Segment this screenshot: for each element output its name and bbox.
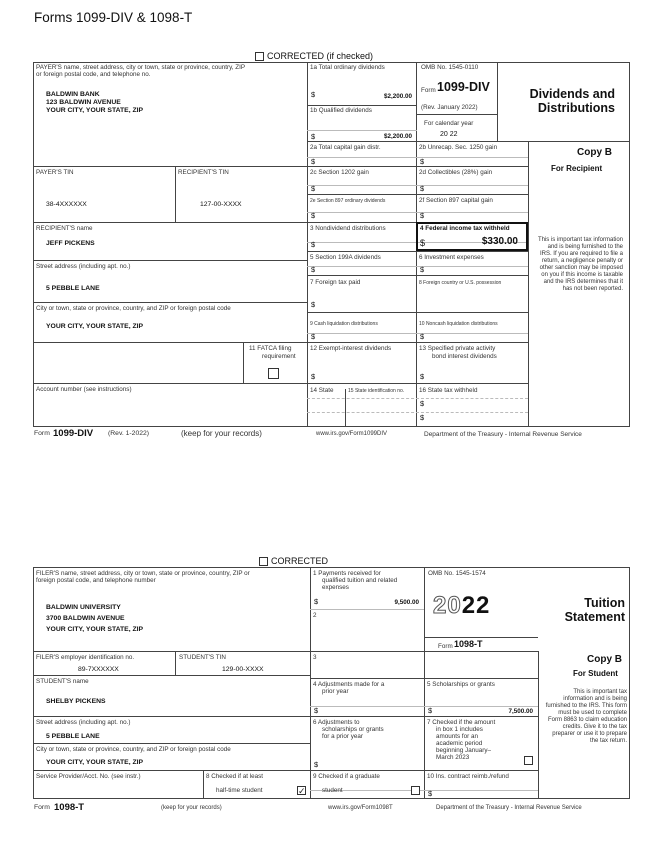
- t-form-name: 1098-T: [454, 639, 483, 649]
- box-2c-dollar: $: [311, 184, 316, 193]
- service-provider-label: Service Provider/Acct. No. (see instr.): [36, 773, 141, 780]
- filer-street: 3700 BALDWIN AVENUE: [46, 615, 125, 622]
- t-city-value: YOUR CITY, YOUR STATE, ZIP: [46, 759, 144, 766]
- box-4-value: $330.00: [481, 236, 518, 247]
- payer-label-2: or foreign postal code, and telephone no.: [36, 71, 151, 78]
- calendar-year-label: For calendar year: [424, 120, 474, 127]
- filer-fein: 89-7XXXXXX: [78, 666, 119, 673]
- t-form-prefix: Form: [438, 643, 453, 650]
- t-box-5-value: 7,500.00: [508, 708, 533, 715]
- t-box-2-label: 2: [313, 612, 317, 619]
- t-box-8-label: 8 Checked if at least: [206, 773, 264, 780]
- t-box-1-label-3: expenses: [322, 584, 349, 591]
- footer-form-name: 1099-DIV: [53, 428, 94, 439]
- recipient-name-label: RECIPIENT'S name: [36, 225, 93, 232]
- form-name: 1099-DIV: [437, 80, 490, 94]
- t-city-label: City or town, state or province, country, and ZIP or foreign postal code: [36, 746, 231, 753]
- t-footer-department: Department of the Treasury - Internal Revenue Service: [436, 805, 582, 811]
- box-2e-dollar: $: [311, 211, 316, 220]
- account-label: Account number (see instructions): [36, 386, 132, 393]
- filer-label: FILER'S name, street address, city or town, state or province, country, ZIP or: [36, 570, 250, 577]
- footer-department: Department of the Treasury - Internal Revenue Service: [424, 431, 582, 438]
- box-1a-dollar: $: [311, 90, 316, 99]
- box-9-label: 9 Cash liquidation distributions: [310, 321, 378, 327]
- form-title-line-1: Dividends and: [529, 87, 615, 101]
- t-box-4-label-2: prior year: [322, 688, 349, 695]
- student-name: SHELBY PICKENS: [46, 698, 106, 705]
- footer-revision: (Rev. 1-2022): [108, 430, 150, 437]
- payer-street: 123 BALDWIN AVENUE: [46, 99, 121, 106]
- box-2d-label: 2d Collectibles (28%) gain: [419, 169, 493, 176]
- street-label: Street address (including apt. no.): [36, 263, 131, 270]
- student-name-label: STUDENT'S name: [36, 678, 89, 685]
- box-5-dollar: $: [311, 265, 316, 274]
- box-1a-value: $2,200.00: [383, 93, 412, 100]
- payer-tin: 38-4XXXXXX: [46, 201, 87, 208]
- box-4-dollar: $: [420, 238, 426, 248]
- t-title-line-1: Tuition: [584, 596, 625, 610]
- t-box-5-label: 5 Scholarships or grants: [427, 681, 495, 688]
- box-2f-label: 2f Section 897 capital gain: [419, 197, 493, 204]
- box-4-label: 4 Federal income tax withheld: [420, 225, 510, 232]
- t-corrected-label: CORRECTED: [271, 556, 329, 566]
- t-footer-form-prefix: Form: [34, 804, 50, 811]
- t-box-1-value: 9,500.00: [394, 599, 419, 606]
- payer-label: PAYER'S name, street address, city or town, state or province, country, ZIP: [36, 64, 246, 71]
- copy-b-label: Copy B: [577, 147, 612, 158]
- student-tin-label: STUDENT'S TIN: [179, 654, 226, 661]
- box-6-label: 6 Investment expenses: [419, 254, 484, 261]
- footer-form-prefix: Form: [34, 430, 50, 437]
- corrected-label: CORRECTED (if checked): [267, 51, 374, 61]
- t-box-7-label-6: March 2023: [436, 754, 470, 761]
- filer-city: YOUR CITY, YOUR STATE, ZIP: [46, 626, 144, 633]
- box-7-dollar: $: [311, 300, 316, 309]
- footer-keep: (keep for your records): [181, 429, 262, 438]
- t-box-5-dollar: $: [428, 706, 433, 715]
- half-time-check-icon: ✓: [298, 786, 306, 796]
- t-box-1-label-2: qualified tuition and related: [322, 577, 398, 584]
- filer-label-2: foreign postal code, and telephone number: [36, 577, 156, 584]
- box-2a-label: 2a Total capital gain distr.: [310, 144, 381, 151]
- t-box-9-label: 9 Checked if a graduate: [313, 773, 380, 780]
- t-corrected-checkbox[interactable]: [259, 557, 268, 566]
- box-16-label: 16 State tax withheld: [419, 387, 478, 394]
- t-box-6-dollar: $: [314, 760, 319, 769]
- t-box-8-label-2: half-time student: [216, 787, 263, 794]
- box-10-label: 10 Noncash liquidation distributions: [419, 321, 498, 327]
- fein-label: FILER'S employer identification no.: [36, 654, 135, 661]
- box-1b-value: $2,200.00: [383, 133, 412, 140]
- t-box-10-label: 10 Ins. contract reimb./refund: [427, 773, 509, 780]
- recipient-tin-label: RECIPIENT'S TIN: [178, 169, 229, 176]
- box-11-label-2: requirement: [262, 353, 296, 360]
- t-box-9-label-2: student: [322, 787, 343, 794]
- box-2c-label: 2c Section 1202 gain: [310, 169, 369, 176]
- t-box-6-label: 6 Adjustments to: [313, 719, 360, 726]
- t-title-line-2: Statement: [564, 610, 625, 624]
- box-1b-label: 1b Qualified dividends: [310, 107, 372, 114]
- box-2d-dollar: $: [420, 184, 425, 193]
- box-2b-dollar: $: [420, 157, 425, 166]
- page-title: Forms 1099-DIV & 1098-T: [34, 10, 193, 25]
- form-prefix: Form: [421, 87, 436, 94]
- box-3-label: 3 Nondividend distributions: [310, 225, 386, 232]
- box-2f-dollar: $: [420, 211, 425, 220]
- t-box-6-label-3: for a prior year: [322, 733, 363, 740]
- box-7-checkbox[interactable]: [524, 756, 533, 765]
- box-2a-dollar: $: [311, 157, 316, 166]
- box-5-label: 5 Section 199A dividends: [310, 254, 381, 261]
- t-box-1-dollar: $: [314, 597, 319, 606]
- t-street-label: Street address (including apt. no.): [36, 719, 131, 726]
- box-7-label: 7 Foreign tax paid: [310, 279, 361, 286]
- box-13-label-2: bond interest dividends: [432, 353, 497, 360]
- t-box-4-dollar: $: [314, 706, 319, 715]
- box-13-dollar: $: [420, 372, 425, 381]
- graduate-checkbox[interactable]: [411, 786, 420, 795]
- t-box-3-label: 3: [313, 654, 317, 661]
- corrected-checkbox[interactable]: [255, 52, 264, 61]
- t-year: [433, 593, 490, 619]
- footer-url: www.irs.gov/Form1099DIV: [316, 431, 388, 437]
- box-16-dollar-1: $: [420, 399, 425, 408]
- fatca-checkbox[interactable]: [268, 368, 279, 379]
- t-copy-b-label: Copy B: [587, 654, 622, 665]
- box-15-label: 15 State identification no.: [348, 388, 405, 394]
- t-box-1-label: 1 Payments received for: [313, 570, 381, 577]
- recipient-name: JEFF PICKENS: [46, 240, 95, 247]
- form-revision: (Rev. January 2022): [421, 104, 478, 111]
- box-3-dollar: $: [311, 240, 316, 249]
- t-footer-form-name: 1098-T: [54, 802, 85, 813]
- t-omb-number: OMB No. 1545-1574: [428, 570, 486, 577]
- calendar-year: 20 22: [440, 131, 458, 138]
- t-box-7-label-5: beginning January–: [436, 747, 491, 754]
- box-13-label: 13 Specified private activity: [419, 345, 496, 352]
- box-12-label: 12 Exempt-interest dividends: [310, 345, 392, 352]
- for-recipient-label: For Recipient: [551, 164, 603, 173]
- t-box-7-label-3: amounts for an: [436, 733, 479, 740]
- recipient-notice: This is important tax information and is being furnished to the IRS. If you are required to file a return, a negligence penalty or other sanction may be imposed on you if this income is taxable and the IRS determines that it has not been reported.: [537, 237, 623, 292]
- student-notice: This is important tax information and is being furnished to the IRS. This form must be used to complete Form 8863 to claim education credits. Give it to the tax preparer or use it to prepare the tax return.: [545, 689, 627, 744]
- street-value: 5 PEBBLE LANE: [46, 285, 100, 292]
- t-box-7-label-4: academic period: [436, 740, 483, 747]
- box-10-dollar: $: [420, 332, 425, 341]
- t-street-value: 5 PEBBLE LANE: [46, 733, 100, 740]
- box-2e-label: 2e Section 897 ordinary dividends: [310, 198, 386, 204]
- city-value: YOUR CITY, YOUR STATE, ZIP: [46, 323, 144, 330]
- payer-tin-label: PAYER'S TIN: [36, 169, 74, 176]
- box-11-label: 11 FATCA filing: [249, 345, 292, 352]
- t-box-4-label: 4 Adjustments made for a: [313, 681, 385, 688]
- t-box-7-label: 7 Checked if the amount: [427, 719, 496, 726]
- t-box-10-dollar: $: [428, 789, 433, 798]
- omb-number: OMB No. 1545-0110: [421, 64, 479, 71]
- payer-name: BALDWIN BANK: [46, 91, 100, 98]
- t-box-6-label-2: scholarships or grants: [322, 726, 384, 733]
- t-box-7-label-2: in box 1 includes: [436, 726, 483, 733]
- for-student-label: For Student: [573, 669, 618, 678]
- t-footer-keep: (keep for your records): [161, 805, 222, 811]
- form-title-line-2: Distributions: [537, 101, 615, 115]
- t-footer-url: www.irs.gov/Form1098T: [328, 805, 393, 811]
- box-6-dollar: $: [420, 265, 425, 274]
- payer-city: YOUR CITY, YOUR STATE, ZIP: [46, 107, 144, 114]
- t-year-prefix: 20: [433, 592, 462, 619]
- half-time-checkbox[interactable]: [297, 786, 306, 795]
- box-2b-label: 2b Unrecap. Sec. 1250 gain: [419, 144, 498, 151]
- box-16-dollar-2: $: [420, 413, 425, 422]
- filer-name: BALDWIN UNIVERSITY: [46, 604, 121, 611]
- student-tin: 129-00-XXXX: [222, 666, 264, 673]
- box-14-label: 14 State: [310, 387, 334, 394]
- box-1a-label: 1a Total ordinary dividends: [310, 64, 385, 71]
- city-label: City or town, state or province, country, and ZIP or foreign postal code: [36, 305, 231, 312]
- recipient-tin: 127-00-XXXX: [200, 201, 242, 208]
- t-year-suffix: 22: [461, 592, 491, 619]
- box-12-dollar: $: [311, 372, 316, 381]
- box-9-dollar: $: [311, 332, 316, 341]
- box-1b-dollar: $: [311, 132, 316, 141]
- box-8-label: 8 Foreign country or U.S. possession: [419, 280, 502, 286]
